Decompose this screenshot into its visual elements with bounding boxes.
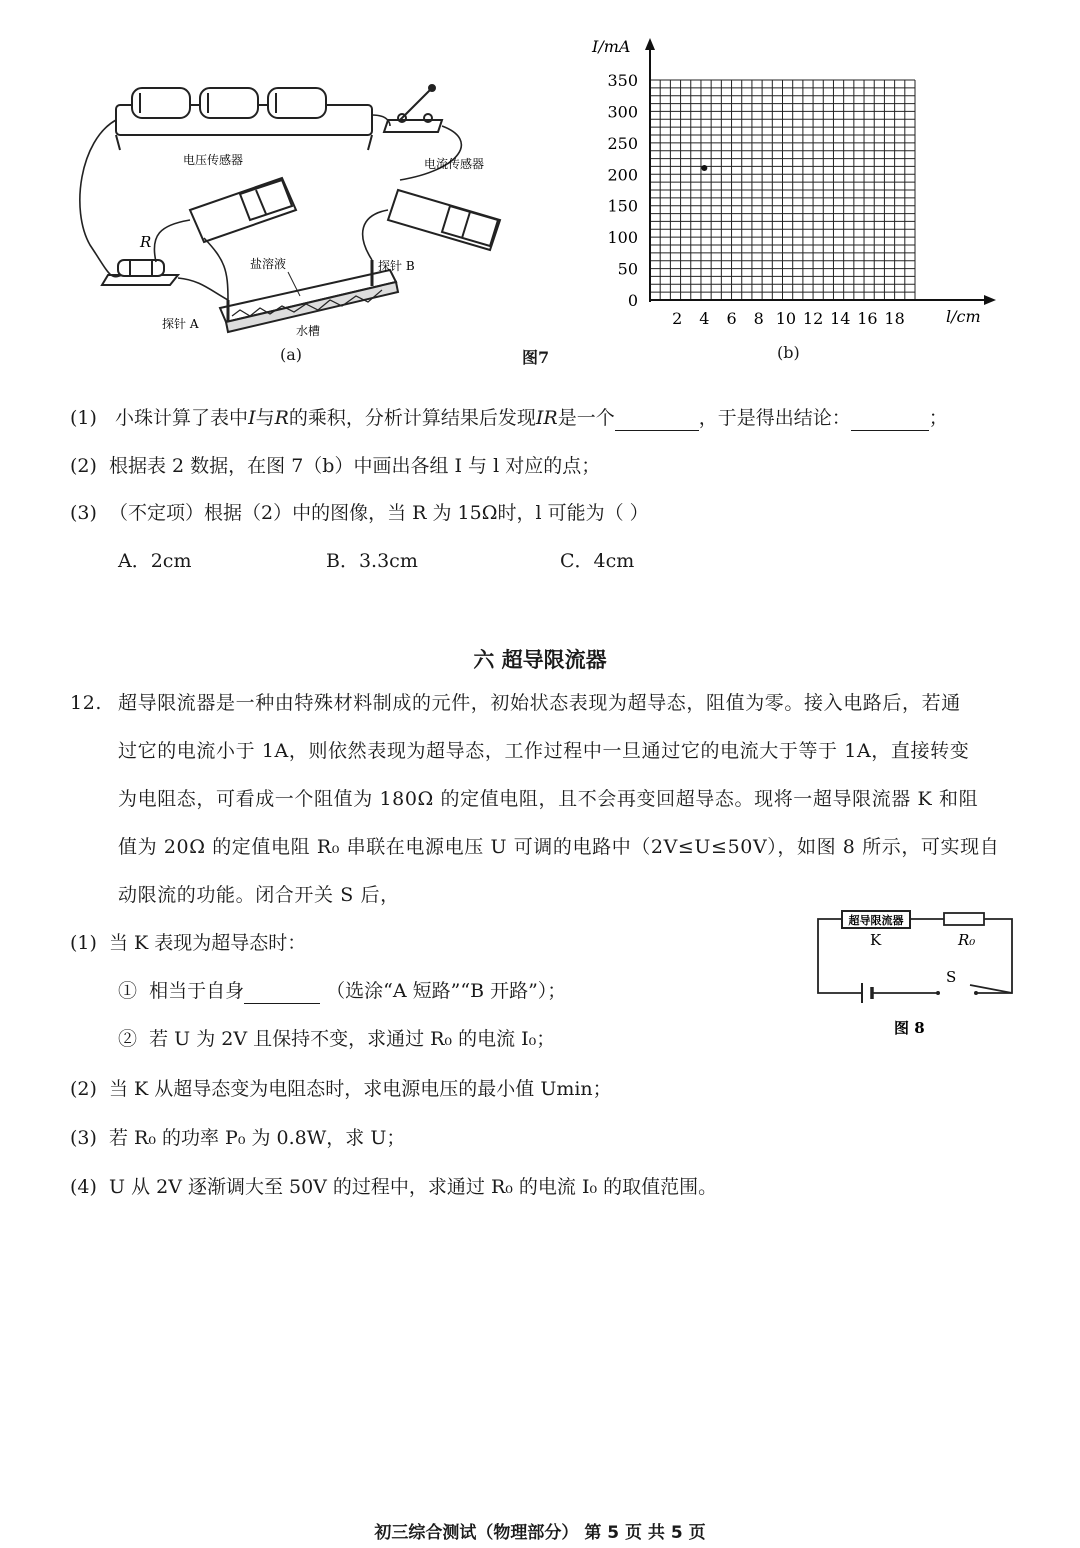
x-tick-label: 12 [802, 309, 824, 328]
s-label: S [946, 968, 957, 986]
r0-label: R₀ [958, 931, 976, 949]
k-label: K [870, 931, 882, 949]
x-tick-label: 4 [699, 309, 710, 328]
y-tick-label: 100 [607, 228, 638, 248]
figure-title: 图7 [522, 348, 550, 367]
section-title: 六 超导限流器 [473, 648, 607, 672]
option-b[interactable]: B．3.3cm [326, 550, 418, 572]
question-12-1: (1) 当 K 表现为超导态时： [70, 932, 307, 954]
problem-12-line: 为电阻态，可看成一个阻值为 180Ω 的定值电阻，且不会再变回超导态。现将一超导限流器 K 和阻 [118, 788, 979, 810]
x-tick-label: 16 [857, 309, 878, 328]
switch-icon [936, 991, 978, 995]
current-sensor-icon [388, 190, 500, 250]
limiter-label: 超导限流器 [848, 914, 904, 927]
problem-12-line: 动限流的功能。闭合开关 S 后， [118, 884, 400, 906]
option-c[interactable]: C．4cm [560, 550, 635, 572]
question-12-1-b: ② 若 U 为 2V 且保持不变，求通过 R₀ 的电流 I₀； [118, 1028, 556, 1050]
y-tick-label: 300 [607, 102, 638, 122]
q-number: (1) [70, 407, 97, 429]
question-11-3: (3) （不定项）根据（2）中的图像，当 R 为 15Ω时，l 可能为（ ） [70, 502, 649, 524]
question-11-1: (1) 小珠计算了表中I与R的乘积，分析计算结果后发现IR是一个 ，于是得出结论： ； [70, 407, 948, 429]
question-12-2: (2) 当 K 从超导态变为电阻态时，求电源电压的最小值 Umin； [70, 1078, 612, 1100]
problem-12-line: 过它的电流小于 1A，则依然表现为超导态，工作过程中一旦通过它的电流大于等于 1A，直接转变 [118, 740, 970, 762]
y-tick-label: 250 [607, 133, 638, 153]
y-tick-label: 150 [607, 196, 638, 216]
battery-icon [862, 983, 872, 1003]
y-tick-label: 50 [617, 259, 638, 279]
chart-grid [650, 80, 915, 300]
x-axis-arrow [984, 295, 996, 305]
resistor-icon [102, 260, 178, 285]
problem-12-line: 超导限流器是一种由特殊材料制成的元件，初始状态表现为超导态，阻值为零。接入电路后，若通 [118, 692, 961, 714]
probe-b-label: 探针 B [378, 259, 415, 273]
data-point [701, 165, 707, 171]
question-11-2: (2) 根据表 2 数据，在图 7（b）中画出各组 I 与 l 对应的点； [70, 455, 601, 477]
chart-ticks [607, 71, 904, 328]
knife-switch-icon [384, 85, 442, 132]
voltage-sensor-label: 电压传感器 [183, 153, 244, 167]
figure-a-label: (a) [280, 345, 303, 364]
x-tick-label: 8 [753, 309, 764, 328]
salt-solution-label: 盐溶液 [250, 257, 287, 271]
question-12-4: (4) U 从 2V 逐渐调大至 50V 的过程中，求通过 R₀ 的电流 I₀ 的取值范围。 [70, 1176, 718, 1198]
chart-axes [645, 38, 996, 305]
answer-blank[interactable] [851, 410, 929, 431]
question-12-1-a: ① 相当于自身 （选涂“A 短路”“B 开路”）； [118, 980, 567, 1002]
x-tick-label: 10 [775, 309, 797, 328]
y-tick-label: 200 [607, 165, 638, 185]
r0-resistor-icon [944, 913, 984, 925]
water-tank-label: 水槽 [296, 324, 321, 338]
current-sensor-label: 电流传感器 [424, 157, 485, 171]
probe-a-label: 探针 A [162, 317, 199, 331]
circuit-diagram [810, 905, 1025, 1040]
x-tick-label: 14 [830, 309, 851, 328]
figure-8-caption: 图 8 [894, 1019, 925, 1037]
figure-b-label: (b) [777, 343, 800, 362]
problem-12-line: 值为 20Ω 的定值电阻 R₀ 串联在电源电压 U 可调的电路中（2V≤U≤50V），如图 8 所示，可实现自 [118, 836, 1000, 858]
x-tick-label: 6 [726, 309, 737, 328]
voltage-sensor-icon [190, 178, 296, 242]
x-tick-label: 18 [884, 309, 905, 328]
option-a[interactable]: A．2cm [118, 550, 192, 572]
x-tick-label: 2 [672, 309, 683, 328]
x-axis-label: l/cm [946, 307, 981, 326]
y-axis-arrow [645, 38, 655, 50]
page-footer: 初三综合测试（物理部分） 第 5 页 共 5 页 [374, 1523, 706, 1543]
chart-points [701, 165, 707, 171]
problem-12-number: 12. [70, 692, 103, 714]
y-tick-label: 350 [607, 71, 638, 90]
question-12-3: (3) 若 R₀ 的功率 P₀ 为 0.8W，求 U； [70, 1127, 406, 1149]
answer-blank[interactable] [615, 410, 699, 431]
current-length-chart [580, 30, 1020, 340]
resistor-label: R [140, 233, 152, 251]
apparatus-figure [60, 60, 520, 370]
answer-blank[interactable] [244, 983, 320, 1004]
battery-pack-icon [116, 88, 372, 150]
y-axis-label: I/mA [592, 37, 631, 56]
y-tick-label: 0 [627, 291, 638, 310]
